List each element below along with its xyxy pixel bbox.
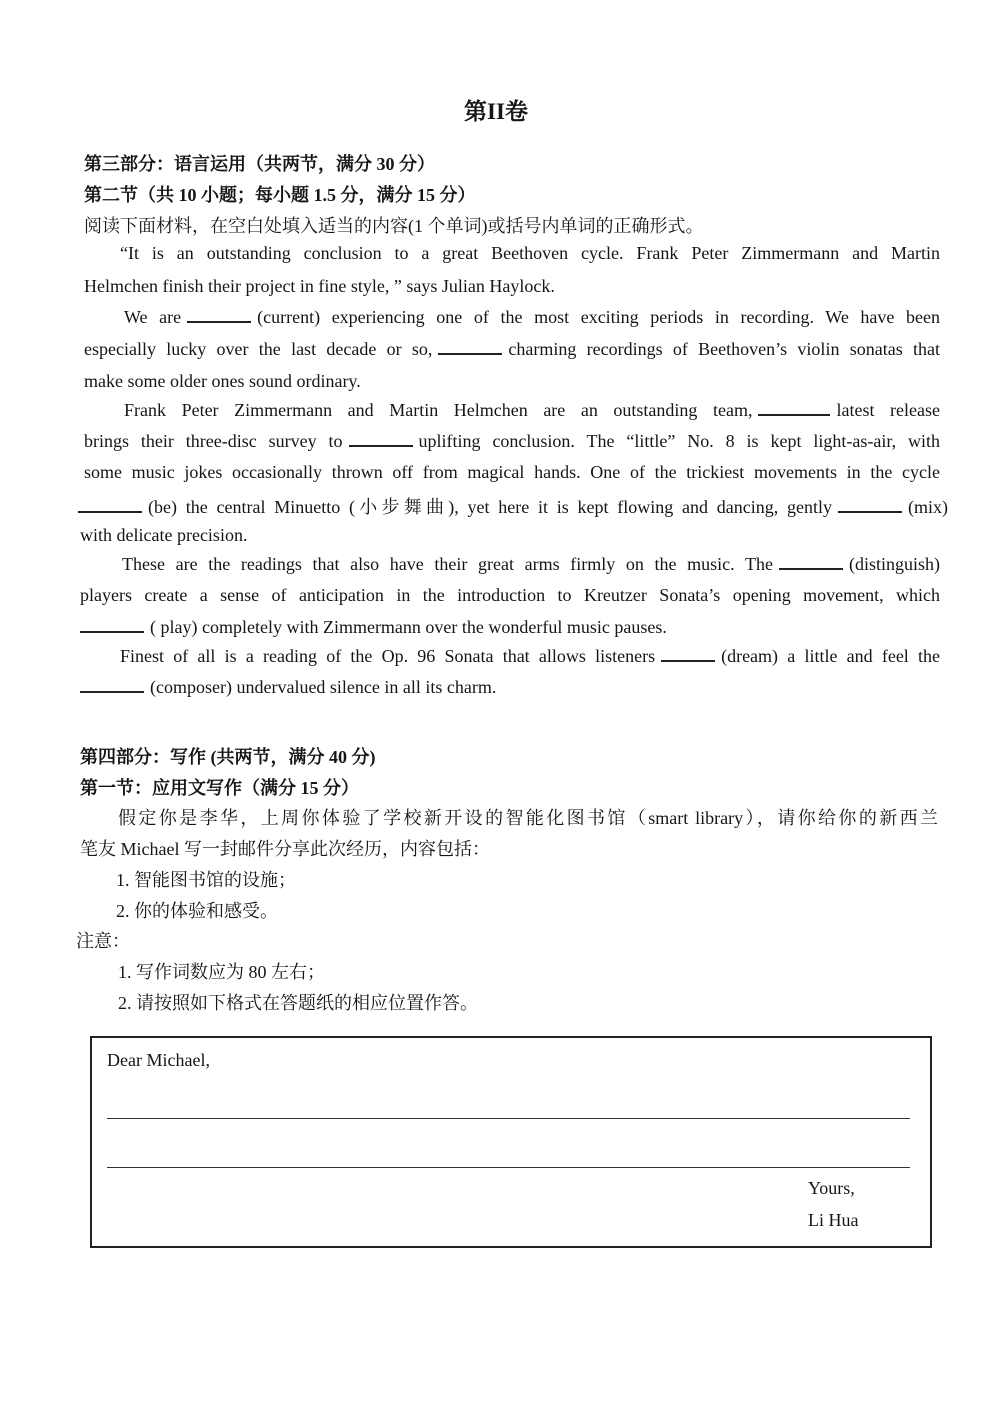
passage-line [120, 646, 940, 667]
answer-blank-9[interactable] [661, 660, 715, 662]
passage-line [124, 400, 940, 421]
passage-text: We are [124, 307, 182, 327]
part4-heading: 第四部分：写作 (共两节，满分 40 分) [80, 747, 376, 767]
letter-answer-box[interactable] [90, 1036, 932, 1248]
answer-blank-10[interactable] [80, 691, 144, 693]
passage-text: (current) experiencing one of the most exciting periods in recording. We have been [257, 307, 940, 327]
passage-line [84, 431, 940, 452]
writing-line[interactable] [107, 1167, 910, 1168]
note-item: 1. 写作词数应为 80 左右； [118, 962, 325, 982]
passage-line [122, 554, 940, 575]
passage-text: uplifting conclusion. The “little” No. 8 is kept light-as-air, with [418, 431, 940, 451]
answer-blank-2[interactable] [438, 353, 502, 355]
passage-line [80, 677, 496, 698]
letter-signature: Li Hua [808, 1210, 859, 1230]
passage-text: (distinguish) [848, 554, 940, 574]
passage-text: (composer) undervalued silence in all its charm. [150, 677, 497, 697]
passage-line: Helmchen finish their project in fine style, ” says Julian Haylock. [84, 276, 555, 296]
passage-line: players create a sense of anticipation in the introduction to Kreutzer Sonata’s opening movement, which [80, 585, 940, 605]
passage-text: (be) the central Minuetto (小步舞曲), yet here it is kept flowing and dancing, gently [148, 497, 832, 517]
passage-text: (dream) a little and feel the [721, 646, 941, 666]
writing-prompt-line: 笔友 Michael 写一封邮件分享此次经历，内容包括： [80, 839, 490, 859]
writing-line[interactable] [107, 1118, 910, 1119]
answer-blank-4[interactable] [349, 445, 413, 447]
passage-text: These are the readings that also have their great arms firmly on the music. The [122, 554, 773, 574]
page-title: 第II卷 [464, 99, 528, 124]
passage-line [80, 617, 667, 638]
answer-blank-8[interactable] [80, 631, 144, 633]
passage-text: ( play) completely with Zimmermann over the wonderful music pauses. [150, 617, 667, 637]
passage-text: Finest of all is a reading of the Op. 96 Sonata that allows listeners [120, 646, 656, 666]
content-point: 2. 你的体验和感受。 [116, 901, 278, 921]
answer-blank-1[interactable] [187, 321, 251, 323]
passage-text: latest release [836, 400, 940, 420]
letter-closing: Yours, [808, 1178, 855, 1198]
notes-label: 注意： [76, 931, 130, 951]
answer-blank-7[interactable] [779, 568, 843, 570]
passage-text: especially lucky over the last decade or so, [84, 339, 433, 359]
letter-greeting: Dear Michael, [107, 1050, 210, 1070]
content-point: 1. 智能图书馆的设施； [116, 870, 296, 890]
passage-line: some music jokes occasionally thrown off from magical hands. One of the trickiest movements in the cycle [84, 462, 940, 482]
passage-line [84, 339, 940, 360]
passage-text: brings their three-disc survey to [84, 431, 343, 451]
passage-line [78, 493, 948, 519]
part4-section-heading: 第一节：应用文写作（满分 15 分） [80, 778, 359, 798]
passage-text: charming recordings of Beethoven’s violin sonatas that [508, 339, 940, 359]
passage-line: make some older ones sound ordinary. [84, 371, 361, 391]
note-item: 2. 请按照如下格式在答题纸的相应位置作答。 [118, 993, 478, 1013]
answer-blank-5[interactable] [78, 511, 142, 513]
passage-line: “It is an outstanding conclusion to a great Beethoven cycle. Frank Peter Zimmermann and Martin [120, 243, 940, 263]
passage-line [124, 307, 940, 328]
part3-instruction: 阅读下面材料，在空白处填入适当的内容(1 个单词)或括号内单词的正确形式。 [84, 216, 704, 236]
answer-blank-6[interactable] [838, 511, 902, 513]
part3-heading: 第三部分：语言运用（共两节，满分 30 分） [84, 154, 435, 174]
passage-line: with delicate precision. [80, 525, 248, 545]
answer-blank-3[interactable] [758, 414, 830, 416]
passage-text: (mix) [908, 497, 948, 517]
writing-prompt-line: 假定你是李华，上周你体验了学校新开设的智能化图书馆（smart library），请你给你的新西兰 [118, 808, 938, 828]
part3-section-heading: 第二节（共 10 小题；每小题 1.5 分，满分 15 分） [84, 185, 476, 205]
passage-text: Frank Peter Zimmermann and Martin Helmchen are an outstanding team, [124, 400, 753, 420]
